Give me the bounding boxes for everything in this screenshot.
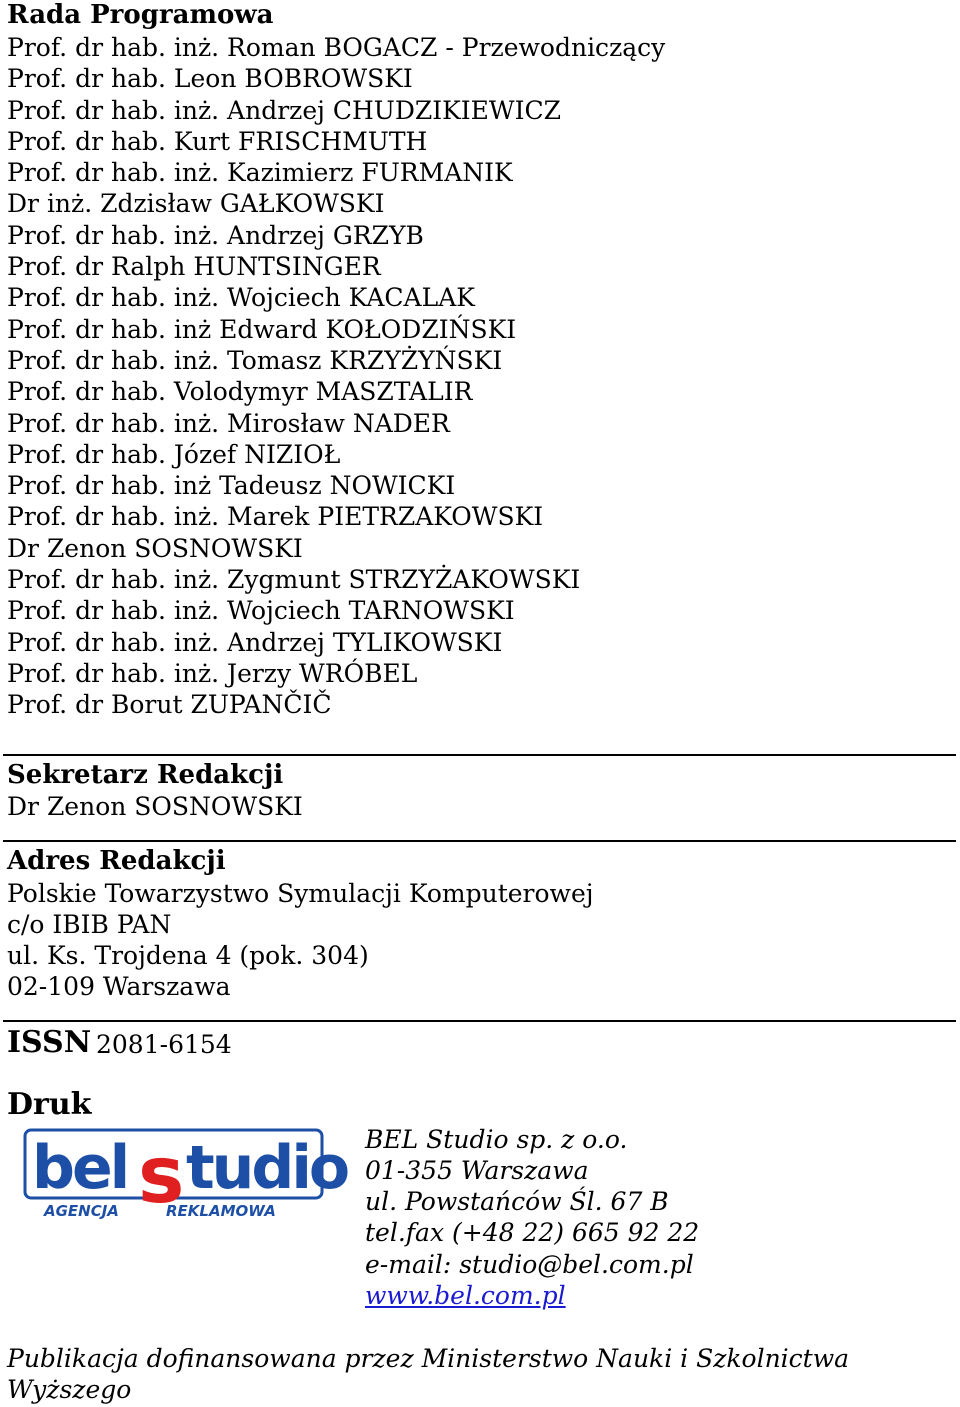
list-item: Prof. dr hab. Leon BOBROWSKI — [7, 64, 413, 94]
list-item: Prof. dr hab. inż. Wojciech TARNOWSKI — [7, 596, 515, 626]
list-item: Prof. dr hab. inż. Andrzej TYLIKOWSKI — [7, 627, 503, 657]
list-item: Prof. dr Ralph HUNTSINGER — [7, 252, 381, 282]
divider — [3, 1020, 956, 1022]
list-item: Dr Zenon SOSNOWSKI — [7, 533, 303, 563]
secretary-name: Dr Zenon SOSNOWSKI — [7, 792, 303, 821]
divider — [3, 754, 956, 756]
address-line: 02-109 Warszawa — [7, 972, 231, 1001]
list-item: Prof. dr Borut ZUPANČIČ — [7, 690, 332, 720]
issn-value: 2081-6154 — [96, 1030, 232, 1059]
address-line: Polskie Towarzystwo Symulacji Komputerowej — [7, 879, 594, 908]
list-item: Prof. dr hab. inż. Roman BOGACZ - Przewodniczący — [7, 33, 666, 62]
list-item: Prof. dr hab. inż Edward KOŁODZIŃSKI — [7, 314, 517, 344]
funding-note: Publikacja dofinansowana przez Ministerstwo Nauki i Szkolnictwa — [7, 1344, 850, 1373]
issn-label: ISSN — [7, 1025, 92, 1060]
list-item: Dr inż. Zdzisław GAŁKOWSKI — [7, 189, 385, 219]
printer-website-link[interactable]: www.bel.com.pl — [365, 1281, 566, 1310]
printer-phone: tel.fax (+48 22) 665 92 22 — [365, 1218, 700, 1247]
list-item: Prof. dr hab. Józef NIZIOŁ — [7, 439, 341, 469]
svg-text:s: s — [138, 1131, 185, 1221]
secretary-heading: Sekretarz Redakcji — [7, 760, 284, 790]
list-item: Prof. dr hab. Kurt FRISCHMUTH — [7, 126, 428, 156]
printer-email: e-mail: studio@bel.com.pl — [365, 1250, 694, 1279]
svg-text:REKLAMOWA: REKLAMOWA — [166, 1202, 276, 1220]
list-item: Prof. dr hab. inż. Marek PIETRZAKOWSKI — [7, 502, 544, 532]
list-item: Prof. dr hab. inż. Andrzej CHUDZIKIEWICZ — [7, 95, 561, 125]
address-line: c/o IBIB PAN — [7, 910, 172, 939]
list-item: Prof. dr hab. inż Tadeusz NOWICKI — [7, 471, 456, 501]
svg-text:tudio: tudio — [186, 1133, 348, 1203]
funding-note-cont: Wyższego — [7, 1375, 132, 1404]
list-item: Prof. dr hab. Volodymyr MASZTALIR — [7, 377, 473, 407]
print-heading: Druk — [7, 1087, 92, 1122]
list-item: Prof. dr hab. inż. Zygmunt STRZYŻAKOWSKI — [7, 565, 581, 595]
list-item: Prof. dr hab. inż. Tomasz KRZYŻYŃSKI — [7, 345, 503, 375]
council-heading: Rada Programowa — [7, 0, 274, 30]
list-item: Prof. dr hab. inż. Kazimierz FURMANIK — [7, 158, 513, 188]
address-heading: Adres Redakcji — [7, 846, 226, 876]
list-item: Prof. dr hab. inż. Wojciech KACALAK — [7, 283, 475, 313]
svg-text:AGENCJA: AGENCJA — [44, 1202, 119, 1220]
belstudio-logo — [24, 1128, 348, 1223]
list-item: Prof. dr hab. inż. Mirosław NADER — [7, 408, 450, 438]
svg-text:bel: bel — [32, 1133, 128, 1203]
list-item: Prof. dr hab. inż. Andrzej GRZYB — [7, 220, 424, 250]
divider — [3, 840, 956, 842]
printer-name: BEL Studio sp. z o.o. — [365, 1125, 628, 1154]
council-member-list — [7, 32, 665, 721]
printer-street: ul. Powstańców Śl. 67 B — [365, 1187, 669, 1216]
address-line: ul. Ks. Trojdena 4 (pok. 304) — [7, 941, 369, 970]
printer-city: 01-355 Warszawa — [365, 1156, 589, 1185]
list-item: Prof. dr hab. inż. Jerzy WRÓBEL — [7, 658, 418, 688]
